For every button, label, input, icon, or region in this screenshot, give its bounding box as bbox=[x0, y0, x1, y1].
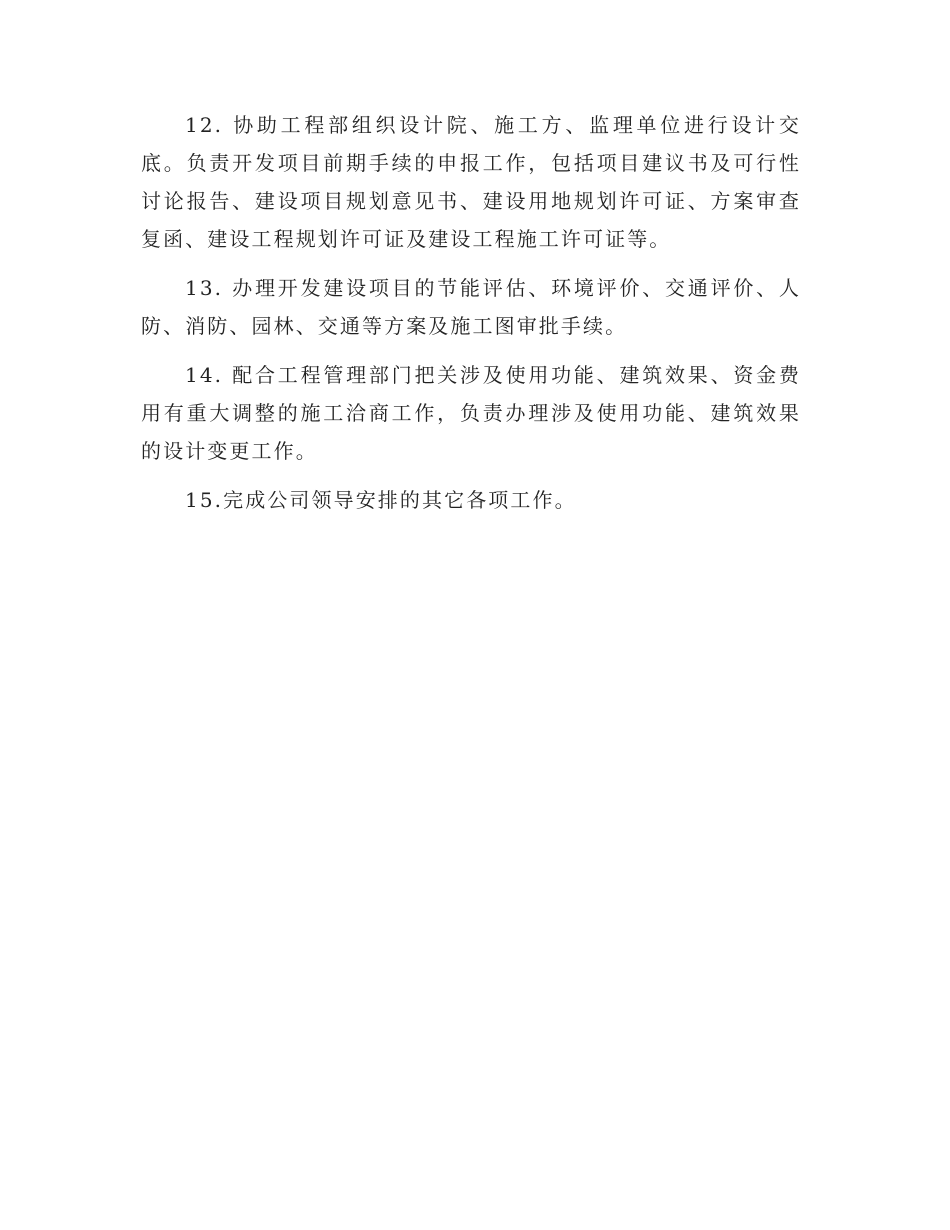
paragraph-item-14 bbox=[141, 356, 801, 470]
paragraph-text: 办理开发建设项目的节能评估、环境评价、交通评价、人防、消防、园林、交通等方案及施工图审批手续。 bbox=[141, 276, 801, 338]
paragraph-text: 协助工程部组织设计院、施工方、监理单位进行设计交底。负责开发项目前期手续的申报工作，包括项目建议书及可行性讨论报告、建设项目规划意见书、建设用地规划许可证、方案审查复函、建设工程规划许可证及建设工程施工许可证等。 bbox=[141, 113, 801, 251]
paragraph-number: 15. bbox=[185, 488, 224, 512]
paragraph-text: 配合工程管理部门把关涉及使用功能、建筑效果、资金费用有重大调整的施工洽商工作，负责办理涉及使用功能、建筑效果的设计变更工作。 bbox=[141, 363, 801, 463]
paragraph-number: 13. bbox=[185, 276, 224, 300]
paragraph-number: 12. bbox=[185, 113, 224, 137]
paragraph-text: 完成公司领导安排的其它各项工作。 bbox=[223, 488, 577, 512]
document-body bbox=[141, 106, 801, 530]
paragraph-item-15 bbox=[141, 481, 801, 519]
paragraph-item-12 bbox=[141, 106, 801, 258]
paragraph-number: 14. bbox=[185, 363, 224, 387]
paragraph-item-13 bbox=[141, 269, 801, 345]
